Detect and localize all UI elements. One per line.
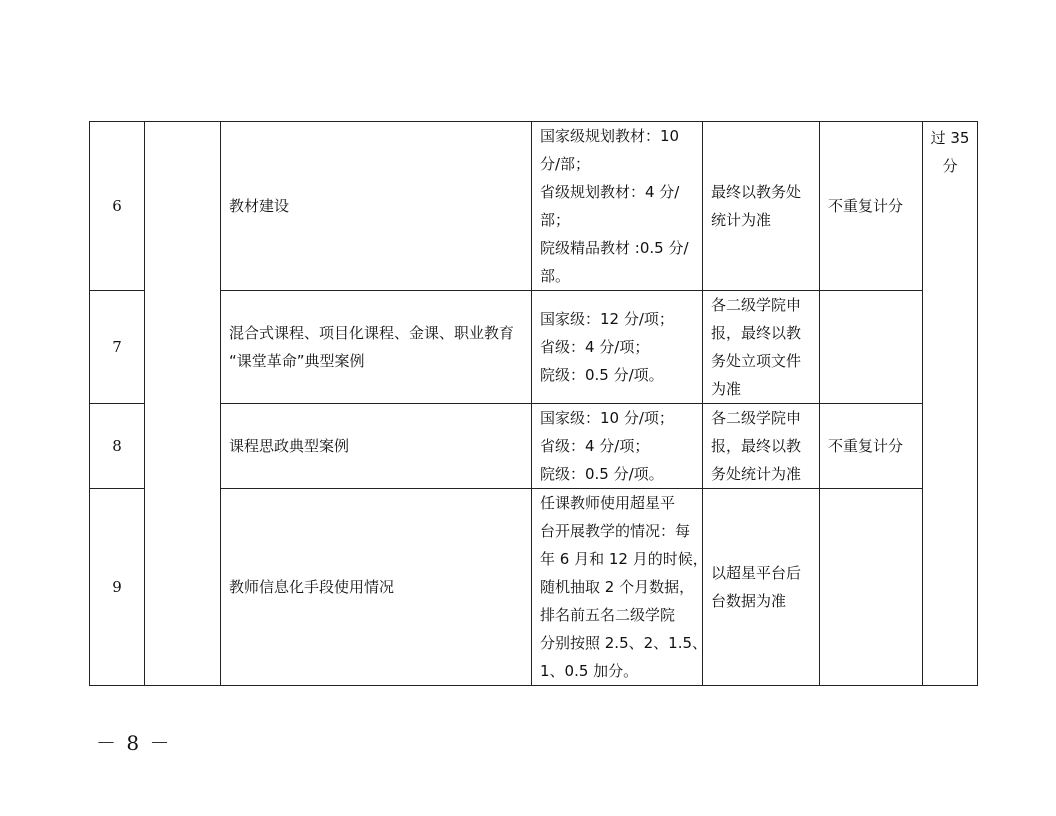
basis-text: 最终以教务处 [711, 183, 802, 201]
basis-text: 台数据为准 [711, 592, 787, 610]
standard-text: 分/部； [540, 155, 591, 173]
item-cell [221, 489, 532, 686]
basis-text: 为准 [711, 380, 742, 398]
standard-text: 省级规划教材：4 分/ [540, 183, 680, 201]
limit-text: 分 [942, 157, 958, 175]
evaluation-table [89, 121, 978, 686]
standard-text: 省级：4 分/项； [540, 338, 650, 356]
standard-text: 排名前五名二级学院 [540, 606, 676, 624]
basis-text: 报，最终以教 [711, 324, 802, 342]
standard-text: 国家级规划教材：10 [540, 127, 680, 145]
item-cell [221, 291, 532, 404]
table-row [90, 404, 978, 489]
category-cell [145, 122, 221, 686]
note-cell [820, 489, 923, 686]
basis-text: 各二级学院申 [711, 409, 802, 427]
basis-text: 各二级学院申 [711, 296, 802, 314]
standard-cell [532, 291, 703, 404]
item-text: “课堂革命”典型案例 [229, 352, 365, 370]
basis-text: 报，最终以教 [711, 437, 802, 455]
row-number: 7 [90, 291, 145, 404]
standard-text: 台开展教学的情况：每 [540, 522, 691, 540]
item-text: 教材建设 [229, 197, 290, 215]
item-text: 课程思政典型案例 [229, 437, 350, 455]
basis-cell [703, 122, 820, 291]
standard-text: 分别按照 2.5、2、1.5、 [540, 634, 708, 652]
standard-text: 任课教师使用超星平 [540, 494, 676, 512]
item-text: 教师信息化手段使用情况 [229, 578, 395, 596]
standard-text: 院级：0.5 分/项。 [540, 366, 664, 384]
standard-text: 院级精品教材 :0.5 分/ [540, 239, 689, 257]
item-cell [221, 404, 532, 489]
row-number: 6 [90, 122, 145, 291]
standard-text: 部。 [540, 267, 571, 285]
basis-text: 以超星平台后 [711, 564, 802, 582]
note-cell: 不重复计分 [820, 122, 923, 291]
basis-cell [703, 404, 820, 489]
table-row [90, 122, 978, 291]
standard-text: 随机抽取 2 个月数据， [540, 578, 695, 596]
standard-text: 院级：0.5 分/项。 [540, 465, 664, 483]
basis-text: 务处统计为准 [711, 465, 802, 483]
table-row [90, 489, 978, 686]
standard-text: 1、0.5 加分。 [540, 662, 639, 680]
limit-cell [923, 122, 978, 686]
limit-text: 过 35 [930, 129, 970, 147]
standard-text: 国家级：12 分/项； [540, 310, 674, 328]
basis-cell [703, 489, 820, 686]
row-number: 8 [90, 404, 145, 489]
standard-text: 部； [540, 211, 571, 229]
note-cell [820, 291, 923, 404]
standard-cell [532, 489, 708, 686]
standard-text: 年 6 月和 12 月的时候， [540, 550, 708, 568]
item-text: 混合式课程、项目化课程、金课、职业教育 [229, 324, 515, 342]
basis-cell [703, 291, 820, 404]
page-number: － 8 － [96, 731, 172, 755]
note-cell: 不重复计分 [820, 404, 923, 489]
item-cell [221, 122, 532, 291]
standard-text: 省级：4 分/项； [540, 437, 650, 455]
basis-text: 务处立项文件 [711, 352, 802, 370]
row-number: 9 [90, 489, 145, 686]
standard-text: 国家级：10 分/项； [540, 409, 674, 427]
basis-text: 统计为准 [711, 211, 772, 229]
standard-cell [532, 122, 703, 291]
table-row [90, 291, 978, 404]
standard-cell [532, 404, 703, 489]
